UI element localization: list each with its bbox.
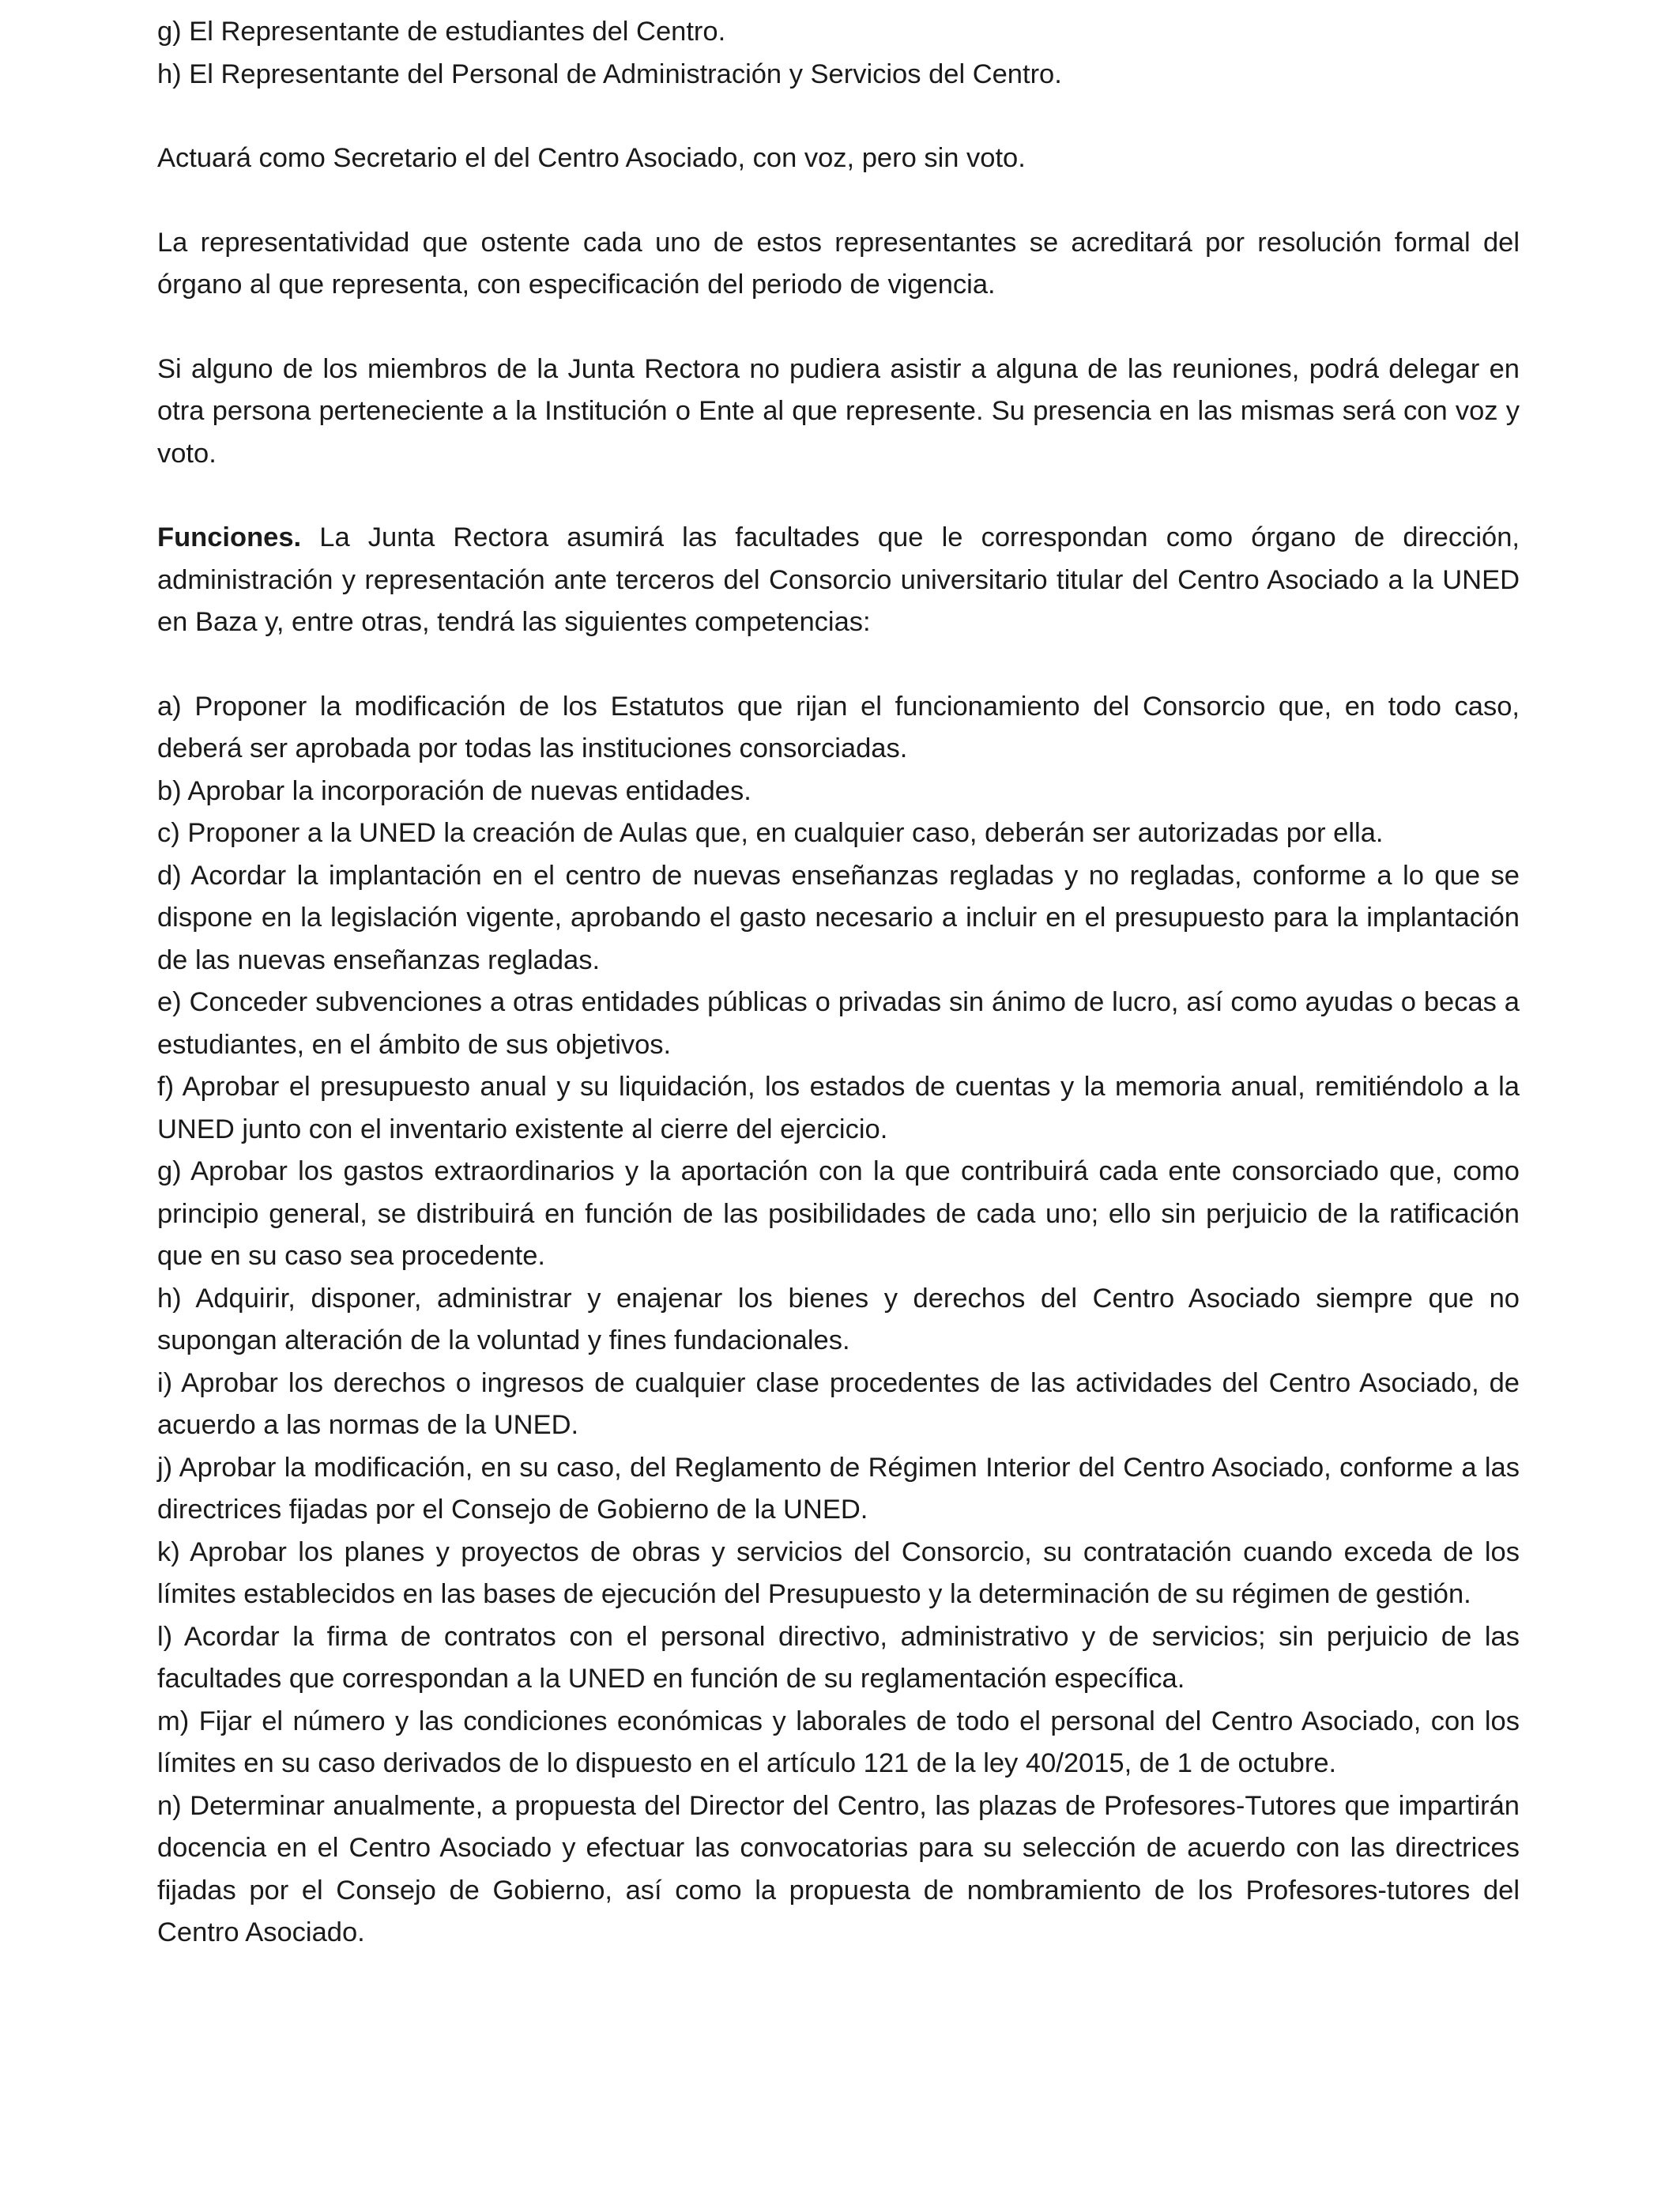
function-item-g: g) Aprobar los gastos extraordinarios y la aportación con la que contribuirá cada ente consorciado que, como principio general, se distribuirá en función de las posibilidades de cada uno; ello sin perjuicio de la ratificación que en su caso sea procedente. [157,1156,1520,1271]
functions-heading: Funciones. [157,522,302,552]
function-item-e: e) Conceder subvenciones a otras entidades públicas o privadas sin ánimo de lucro, así como ayudas o becas a estudiantes, en el ámbito de sus objetivos. [157,987,1520,1060]
member-item-g: g) El Representante de estudiantes del Centro. [157,17,726,47]
function-item-j: j) Aprobar la modificación, en su caso, del Reglamento de Régimen Interior del Centro Asociado, conforme a las directrices fijadas por el Consejo de Gobierno de la UNED. [157,1452,1520,1525]
function-item-f: f) Aprobar el presupuesto anual y su liquidación, los estados de cuentas y la memoria anual, remitiéndolo a la UNED junto con el inventario existente al cierre del ejercicio. [157,1072,1520,1144]
function-item-h: h) Adquirir, disponer, administrar y enajenar los bienes y derechos del Centro Asociado siempre que no supongan alteración de la voluntad y fines fundacionales. [157,1283,1520,1355]
function-item-l: l) Acordar la firma de contratos con el personal directivo, administrativo y de servicios; sin perjuicio de las facultades que correspondan a la UNED en función de su reglamentación específica. [157,1621,1520,1694]
secretary-paragraph: Actuará como Secretario el del Centro Asociado, con voz, pero sin voto. [157,143,1026,173]
member-item-h: h) El Representante del Personal de Administración y Servicios del Centro. [157,58,1062,89]
function-item-b: b) Aprobar la incorporación de nuevas entidades. [157,775,751,806]
functions-intro: La Junta Rectora asumirá las facultades que le correspondan como órgano de dirección, administración y representación ante terceros del Consorcio universitario titular del Centro Asociado a la UNED en Baza y, entre otras, tendrá las siguientes competencias: [157,522,1520,637]
function-item-a: a) Proponer la modificación de los Estatutos que rijan el funcionamiento del Consorcio que, en todo caso, deberá ser aprobada por todas las instituciones consorciadas. [157,691,1520,763]
functions-paragraph [157,517,1520,644]
functions-list [157,686,1520,1955]
representation-paragraph: La representatividad que ostente cada uno de estos representantes se acreditará por resolución formal del órgano al que representa, con especificación del periodo de vigencia. [157,227,1520,300]
function-item-d: d) Acordar la implantación en el centro de nuevas enseñanzas regladas y no regladas, conforme a lo que se dispone en la legislación vigente, aprobando el gasto necesario a incluir en el presupuesto para la implantación de las nuevas enseñanzas regladas. [157,860,1520,975]
function-item-c: c) Proponer a la UNED la creación de Aulas que, en cualquier caso, deberán ser autorizadas por ella. [157,818,1384,848]
function-item-i: i) Aprobar los derechos o ingresos de cualquier clase procedentes de las actividades del Centro Asociado, de acuerdo a las normas de la UNED. [157,1367,1520,1440]
function-item-n: n) Determinar anualmente, a propuesta del Director del Centro, las plazas de Profesores-Tutores que impartirán docencia en el Centro Asociado y efectuar las convocatorias para su selección de acuerdo con las directrices fijadas por el Consejo de Gobierno, así como la propuesta de nombramiento de los Profesores-tutores del Centro Asociado. [157,1790,1520,1947]
function-item-m: m) Fijar el número y las condiciones económicas y laborales de todo el personal del Centro Asociado, con los límites en su caso derivados de lo dispuesto en el artículo 121 de la ley 40/2015, de 1 de octubre. [157,1706,1520,1778]
delegation-paragraph: Si alguno de los miembros de la Junta Rectora no pudiera asistir a alguna de las reuniones, podrá delegar en otra persona perteneciente a la Institución o Ente al que represente. Su presencia en las mismas será con voz y voto. [157,353,1520,469]
function-item-k: k) Aprobar los planes y proyectos de obras y servicios del Consorcio, su contratación cuando exceda de los límites establecidos en las bases de ejecución del Presupuesto y la determinación de su régimen de gestión. [157,1536,1520,1609]
document-page [157,11,1520,1955]
